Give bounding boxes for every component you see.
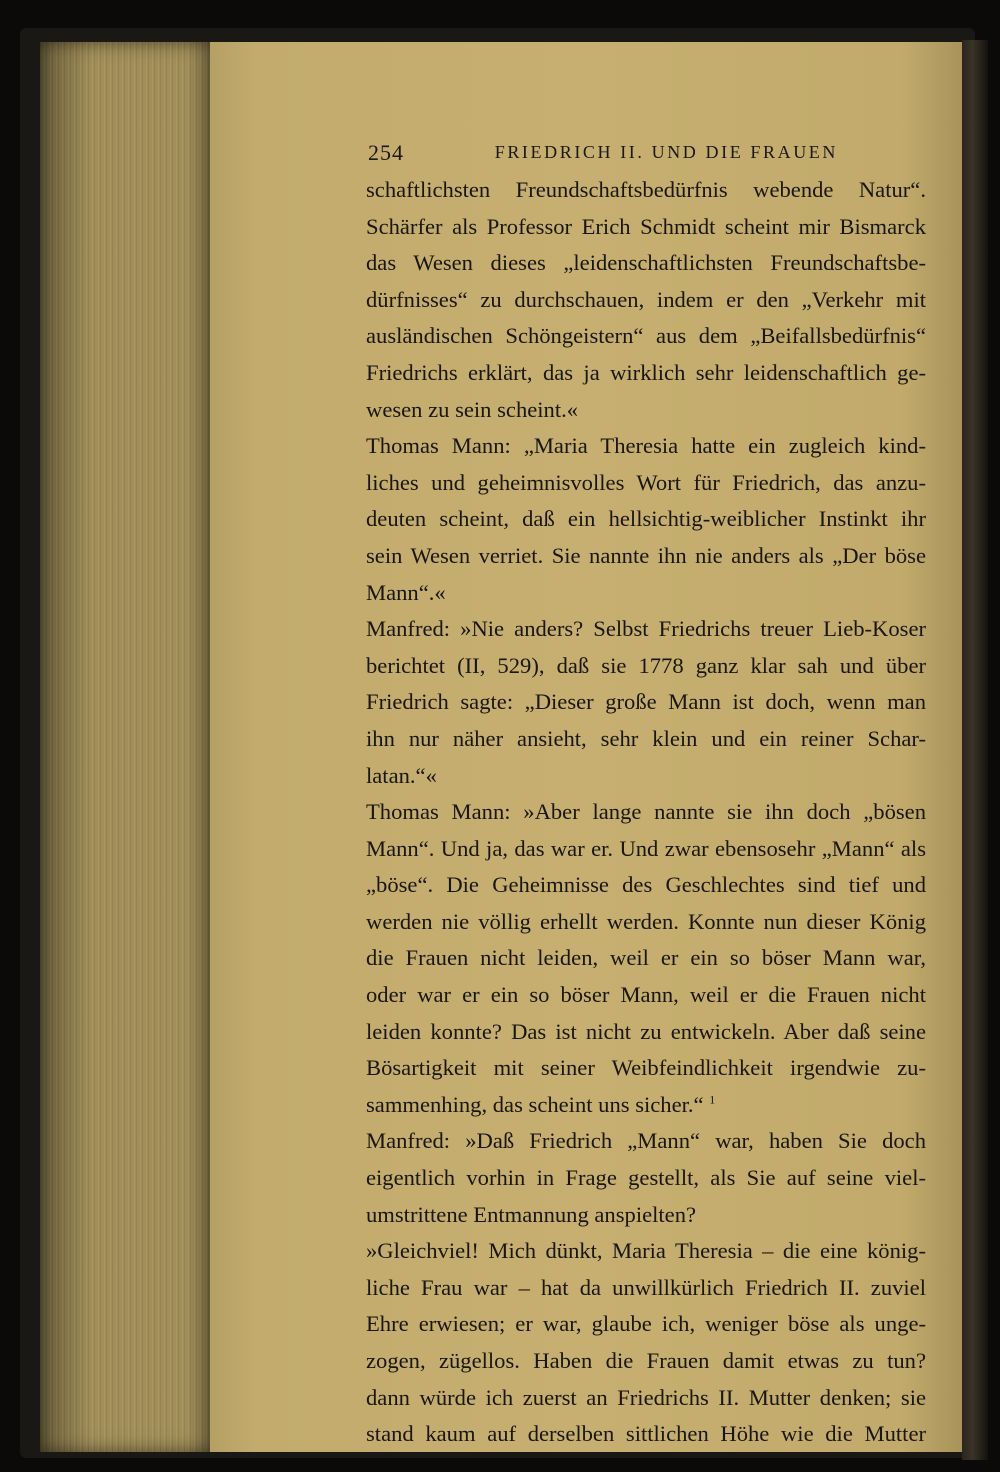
text-line-content: Friedrich sagte: „Dieser große Mann ist doch, wenn man [366, 689, 926, 715]
text-line [366, 1306, 926, 1343]
text-line [366, 1270, 926, 1307]
cover-edge [962, 40, 988, 1460]
text-line [366, 172, 926, 209]
text-line-content: die Frauen nicht leiden, weil er ein so böser Mann war, [366, 945, 926, 971]
text-line [366, 282, 926, 319]
text-line [366, 758, 926, 795]
text-line [366, 501, 926, 538]
text-line-content: berichtet (II, 529), daß sie 1778 ganz klar sah und über [366, 652, 926, 678]
text-line-content: oder war er ein so böser Mann, weil er die Frauen nicht [366, 982, 926, 1008]
text-line-content: Thomas Mann: „Maria Theresia hatte ein zugleich kind- [366, 433, 926, 459]
text-line-content: Mann“. Und ja, das war er. Und zwar ebensosehr „Mann“ als [366, 835, 926, 861]
text-line [366, 1050, 926, 1087]
text-line [366, 428, 926, 465]
body-text [366, 172, 926, 1453]
text-line-content: Thomas Mann: »Aber lange nannte sie ihn doch „bösen [366, 799, 926, 825]
text-line [366, 318, 926, 355]
text-line-content: Manfred: »Daß Friedrich „Mann“ war, haben Sie doch [366, 1128, 926, 1154]
text-line-content: Ehre erwiesen; er war, glaube ich, weniger böse als unge- [366, 1311, 926, 1337]
text-line [366, 465, 926, 502]
text-line [366, 538, 926, 575]
text-line [366, 867, 926, 904]
text-line [366, 1197, 926, 1234]
text-line-content: das Wesen dieses „leidenschaftlichsten Freundschaftsbe- [366, 250, 926, 276]
text-line-content: Manfred: »Nie anders? Selbst Friedrichs treuer Lieb-Koser [366, 616, 926, 642]
text-line [366, 611, 926, 648]
running-head: FRIEDRICH II. UND DIE FRAUEN [494, 142, 838, 162]
text-line [366, 831, 926, 868]
text-line-content: zogen, zügellos. Haben die Frauen damit etwas zu tun? [366, 1348, 926, 1373]
page-header [368, 140, 838, 170]
text-line [366, 209, 926, 246]
text-line-content: sein Wesen verriet. Sie nannte ihn nie anders als „Der böse [366, 542, 926, 568]
text-line [366, 940, 926, 977]
text-line-content: ihn nur näher ansieht, sehr klein und ein reiner Schar- [366, 725, 926, 751]
text-line-content: „böse“. Die Geheimnisse des Geschlechtes sind tief und [366, 872, 926, 898]
text-line-content: leiden konnte? Das ist nicht zu entwickeln. Aber daß seine [366, 1018, 926, 1044]
page-edges [40, 42, 212, 1452]
text-line [366, 245, 926, 282]
text-line-content: dürfnisses“ zu durchschauen, indem er den „Verkehr mit [366, 286, 926, 312]
footnote-marker: 1 [709, 1092, 716, 1107]
text-line-content: Bösartigkeit mit seiner Weibfeindlichkeit irgendwie zu- [366, 1055, 926, 1081]
text-line-content: wesen zu sein scheint.« [366, 396, 579, 422]
text-line [366, 904, 926, 941]
text-line-content: Schärfer als Professor Erich Schmidt scheint mir Bismarck [366, 213, 926, 239]
text-line [366, 1014, 926, 1051]
text-line-content: stand kaum auf derselben sittlichen Höhe wie die Mutter [366, 1421, 926, 1447]
text-line-content: ausländischen Schöngeistern“ aus dem „Beifallsbedürfnis“ [366, 323, 926, 349]
text-line [366, 1380, 926, 1417]
text-line [366, 648, 926, 685]
text-line-content: liches und geheimnisvolles Wort für Friedrich, das anzu- [366, 469, 926, 495]
text-line [366, 794, 926, 831]
text-line-content: Friedrichs erklärt, das ja wirklich sehr leidenschaftlich ge- [366, 359, 926, 385]
text-line-content: liche Frau war – hat da unwillkürlich Friedrich II. zuviel [366, 1274, 926, 1300]
text-line [366, 1123, 926, 1160]
text-line-content: umstrittene Entmannung anspielten? [366, 1201, 697, 1227]
text-line-content: latan.“« [366, 762, 437, 788]
text-line-content: werden nie völlig erhellt werden. Konnte nun dieser König [366, 908, 926, 934]
text-line-content: »Gleichviel! Mich dünkt, Maria Theresia – die eine könig- [366, 1238, 926, 1264]
text-line [366, 575, 926, 612]
text-line [366, 1160, 926, 1197]
text-line [366, 684, 926, 721]
text-line [366, 1343, 926, 1380]
text-line [366, 977, 926, 1014]
text-line [366, 1416, 926, 1453]
text-line-content: sammenhing, das scheint uns sicher.“ [366, 1091, 704, 1117]
text-line [366, 1233, 926, 1270]
text-line [366, 355, 926, 392]
text-line-content: Mann“.« [366, 579, 446, 605]
page-number: 254 [368, 140, 404, 165]
text-line [366, 721, 926, 758]
text-line-content: deuten scheint, daß ein hellsichtig-weiblicher Instinkt ihr [366, 506, 926, 532]
text-line-content: schaftlichsten Freundschaftsbedürfnis webende Natur“. [366, 177, 926, 202]
text-line-content: dann würde ich zuerst an Friedrichs II. Mutter denken; sie [366, 1384, 926, 1410]
text-line [366, 392, 926, 429]
text-line [366, 1087, 926, 1124]
text-line-content: eigentlich vorhin in Frage gestellt, als Sie auf seine viel- [366, 1165, 926, 1191]
